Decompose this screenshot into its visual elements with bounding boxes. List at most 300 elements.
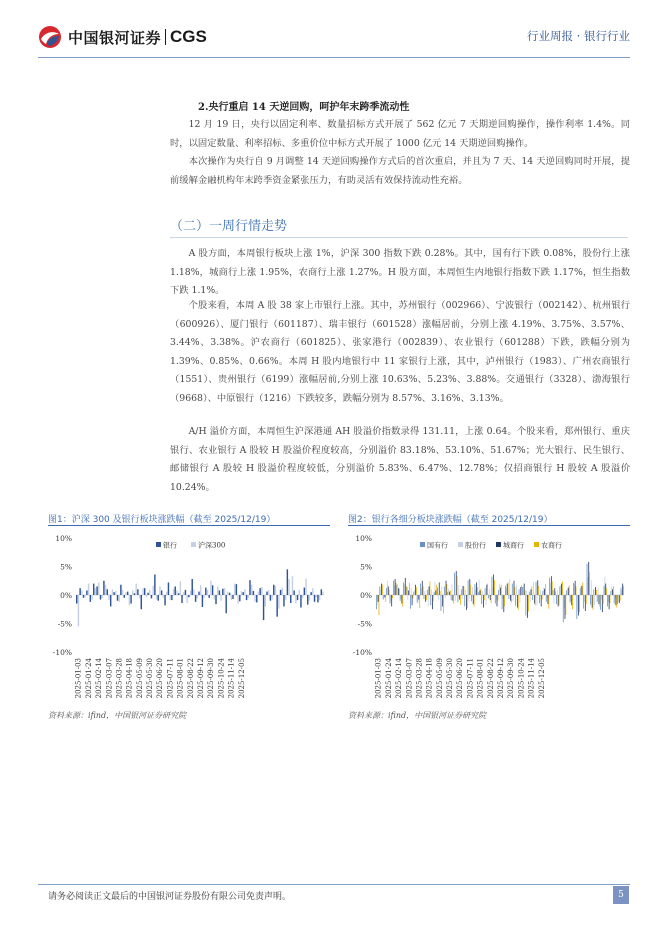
chart2-legend-label: 农商行 [541,541,562,550]
chart1-bar-银行 [185,590,186,595]
chart2-bar-城商行 [486,585,487,595]
chart2-bar-股份行 [587,577,588,595]
chart2-bar-股份行 [601,595,602,600]
header-divider [38,57,630,58]
chart1-bar-沪深300 [142,588,143,595]
chart1-bar-银行 [178,593,179,595]
chart2-bar-城商行 [412,595,413,605]
chart2-bar-农商行 [443,595,444,613]
chart1-bar-银行 [120,585,121,595]
chart1-bar-沪深300 [248,595,249,598]
logo-english-text: CGS [170,27,207,46]
chart2-bar-股份行 [414,590,415,595]
chart1-bar-银行 [222,589,223,595]
chart2-x-tick-label: 2025-02-14 [395,658,404,699]
chart2-bar-农商行 [497,595,498,601]
chart2-bar-农商行 [402,595,403,606]
chart2-bar-农商行 [385,595,386,602]
chart2-bar-农商行 [494,580,495,595]
chart2-bar-国有行 [451,595,452,600]
chart1-bar-沪深300 [156,595,157,600]
chart2-bar-国有行 [576,595,577,619]
chart2-bar-农商行 [514,587,515,595]
chart1-bar-银行 [225,595,226,613]
chart2-bar-股份行 [486,595,487,605]
chart2-bar-国有行 [427,590,428,595]
chart1-y-tick-label: -10% [52,648,72,657]
chart1-x-tick-label: 2025-02-14 [95,658,104,699]
chart2-bar-股份行 [509,579,510,595]
chart2-bar-城商行 [595,587,596,595]
chart2-bar-国有行 [464,595,465,606]
chart2-bar-国有行 [488,595,489,598]
chart1-x-tick-label: 2025-04-18 [125,658,134,699]
chart2-bar-股份行 [387,581,388,595]
chart1-bar-沪深300 [299,590,300,595]
chart1-bar-银行 [161,590,162,595]
chart1-bar-沪深300 [91,595,92,600]
chart1-x-tick-label: 2025-07-11 [166,658,175,699]
chart2-bar-国有行 [522,587,523,595]
chart2-bar-股份行 [435,582,436,595]
chart2-bar-城商行 [401,595,402,604]
chart2-bar-国有行 [403,582,404,595]
chart1-bar-沪深300 [84,595,85,597]
chart1-bar-银行 [249,580,250,595]
figure-1-chart [48,528,332,706]
chart2-bar-国有行 [441,595,442,611]
chart2-bar-城商行 [544,589,545,595]
chart2-bar-国有行 [515,595,516,606]
chart2-bar-城商行 [415,585,416,595]
chart2-bar-城商行 [452,595,453,601]
chart2-bar-股份行 [574,584,575,595]
chart2-bar-城商行 [442,595,443,606]
report-category: 行业周报 · 银行行业 [527,29,630,43]
chart1-bar-沪深300 [241,591,242,595]
chart2-bar-国有行 [492,577,493,595]
chart2-bar-股份行 [404,584,405,595]
chart2-bar-股份行 [550,583,551,595]
chart2-bar-国有行 [495,595,496,604]
chart2-bar-农商行 [596,590,597,595]
chart1-bar-沪深300 [292,576,293,595]
chart2-bar-国有行 [386,588,387,595]
chart2-bar-农商行 [480,589,481,595]
chart2-bar-股份行 [397,584,398,595]
chart2-bar-城商行 [503,595,504,612]
chart2-bar-国有行 [461,589,462,595]
subsection-heading: 2.央行重启 14 天逆回购，呵护年末跨季流动性 [198,102,410,113]
chart1-bar-沪深300 [98,582,99,595]
chart1-bar-银行 [110,595,111,606]
chart2-bar-股份行 [554,595,555,604]
chart1-bar-沪深300 [220,595,221,601]
chart1-bar-沪深300 [268,590,269,595]
chart2-x-tick-label: 2025-05-09 [435,658,444,699]
chart2-bar-股份行 [594,595,595,605]
chart1-x-tick-label: 2025-09-30 [207,658,216,699]
chart2-bar-农商行 [525,590,526,595]
chart2-bar-国有行 [508,595,509,599]
chart2-bar-城商行 [571,595,572,605]
chart2-bar-城商行 [493,574,494,595]
chart2-bar-国有行 [424,595,425,599]
chart1-bar-银行 [100,595,101,600]
chart2-bar-国有行 [570,595,571,602]
chart1-bar-银行 [317,595,318,602]
chart2-bar-城商行 [439,582,440,595]
chart2-bar-城商行 [605,584,606,595]
chart1-bar-沪深300 [176,590,177,595]
chart2-bar-城商行 [446,581,447,595]
chart1-bar-沪深300 [183,592,184,595]
chart1-bar-沪深300 [312,588,313,595]
chart2-bar-股份行 [564,595,565,608]
chart2-bar-国有行 [485,588,486,595]
chart2-bar-股份行 [520,595,521,602]
chart2-bar-农商行 [576,586,577,595]
chart1-bar-银行 [219,590,220,595]
chart2-bar-农商行 [487,584,488,595]
chart2-x-tick-label: 2025-03-28 [415,658,424,699]
chart1-bar-银行 [270,595,271,601]
chart1-bar-银行 [198,592,199,595]
chart2-bar-股份行 [540,590,541,595]
chart2-legend-swatch [458,542,463,547]
chart2-bar-农商行 [450,590,451,595]
chart1-x-tick-label: 2025-10-24 [217,658,226,699]
chart2-bar-城商行 [469,579,470,595]
chart2-bar-农商行 [535,595,536,605]
chart2-bar-股份行 [401,595,402,599]
chart2-bar-股份行 [584,595,585,602]
chart1-bar-银行 [188,595,189,597]
chart2-bar-国有行 [556,595,557,604]
chart2-bar-城商行 [531,589,532,595]
chart2-bar-国有行 [393,581,394,595]
chart2-bar-农商行 [460,595,461,605]
chart2-bar-国有行 [610,591,611,595]
chart2-x-tick-label: 2025-08-22 [486,658,495,699]
chart2-bar-农商行 [467,595,468,608]
chart2-bar-农商行 [491,595,492,603]
chart2-bar-农商行 [589,572,590,595]
chart1-y-tick-label: 10% [55,534,72,543]
chart2-y-tick-label: 0% [360,591,372,600]
chart2-bar-城商行 [517,595,518,608]
chart2-legend-label: 股份行 [465,541,486,550]
chart2-bar-国有行 [604,586,605,595]
chart1-bar-银行 [171,595,172,600]
chart2-x-tick-label: 2025-01-24 [384,658,393,699]
chart2-bar-城商行 [599,595,600,604]
chart2-bar-城商行 [582,586,583,595]
chart2-bar-国有行 [542,591,543,595]
chart2-bar-农商行 [423,586,424,595]
chart2-bar-国有行 [383,595,384,600]
chart1-bar-银行 [280,590,281,595]
chart1-x-tick-label: 2025-01-03 [74,658,83,699]
chart1-bar-沪深300 [207,590,208,595]
chart2-bar-股份行 [482,591,483,595]
chart2-x-tick-label: 2025-01-03 [374,658,383,699]
chart1-bar-沪深300 [190,590,191,595]
chart2-bar-农商行 [436,585,437,595]
chart2-bar-农商行 [463,586,464,595]
chart1-bar-银行 [297,595,298,600]
chart2-x-tick-label: 2025-09-12 [497,658,505,699]
paragraph-individual-stocks: 个股来看，本周 A 股 38 家上市银行上涨。其中，苏州银行（002966）、宁波银行（002142）、杭州银行（600926）、厦门银行（601187）、瑞丰银行（601528）涨幅居前，分别上涨 4.19%、3.75%、3.57%、3.44%、3.38%。沪农商行（601825）、张家港行（002839）、农业银行（601288）下跌，跌幅分别为 1.39%、0.85%、0.66%。本周 H 股内地银行中 11 家银行上涨，其中，泸州银行（1983）、广州农商银行（1551）、贵州银行（6199）涨幅居前,分别上涨 10.63%、5.23%、3.88%。交通银行（3328）、渤海银行（9668）、中原银行（1216）下跌较多，跌幅分别为 8.57%、3.16%、3.13%。 [170,300,630,404]
chart2-bar-股份行 [567,588,568,595]
chart1-bar-沪深300 [278,595,279,609]
chart2-bar-股份行 [506,588,507,595]
chart2-bar-城商行 [609,595,610,609]
chart2-bar-农商行 [572,595,573,609]
chart2-bar-城商行 [592,595,593,608]
chart1-bar-沪深300 [132,590,133,595]
chart1-bar-沪深300 [129,595,130,605]
chart2-bar-农商行 [518,595,519,610]
chart2-bar-国有行 [407,587,408,595]
chart2-bar-国有行 [475,584,476,595]
chart2-bar-城商行 [554,588,555,595]
chart2-bar-国有行 [536,582,537,595]
chart2-bar-农商行 [603,595,604,604]
chart1-bar-银行 [215,595,216,604]
chart2-bar-农商行 [389,590,390,595]
chart1-bar-银行 [175,586,176,595]
chart2-bar-股份行 [438,595,439,600]
chart1-bar-沪深300 [231,595,232,600]
chart2-bar-股份行 [452,584,453,595]
chart2-bar-农商行 [582,582,583,595]
chart1-bar-银行 [141,595,142,609]
chart2-bar-城商行 [551,576,552,595]
chart1-y-tick-label: -5% [57,619,72,629]
chart2-bar-农商行 [528,595,529,612]
chart2-bar-国有行 [379,586,380,595]
chart1-bar-沪深300 [108,595,109,600]
page-number: 5 [613,886,629,904]
chart2-bar-城商行 [463,586,464,595]
chart2-bar-股份行 [516,585,517,595]
chart1-bar-沪深300 [203,595,204,598]
chart1-bar-沪深300 [139,595,140,598]
chart1-bar-银行 [195,595,196,602]
chart1-bar-沪深300 [237,595,238,604]
chart1-x-tick-label: 2025-06-20 [156,658,165,699]
chart1-bar-沪深300 [295,595,296,604]
chart1-bar-沪深300 [285,595,286,600]
chart2-bar-国有行 [566,590,567,595]
chart2-bar-城商行 [395,579,396,595]
chart2-bar-农商行 [433,595,434,601]
chart2-bar-股份行 [537,595,538,605]
chart2-bar-股份行 [608,595,609,602]
paragraph-ah-premium: A/H 溢价方面，本周恒生沪深港通 AH 股溢价指数录得 131.11，上涨 0.64。个股来看，郑州银行、重庆银行、农业银行 A 股较 H 股溢价程度较高，分别溢价 83.18%、53.10%、51.67%；光大银行、民生银行、邮储银行 A 股较 H 股溢价程度较低，分别溢价 5.83%、6.47%、12.78%；仅招商银行 H 股较 A 股溢价 10.24%。 [170,426,630,493]
chart1-x-tick-label: 2025-03-28 [115,658,124,699]
chart2-bar-农商行 [504,595,505,606]
chart1-bar-银行 [266,592,267,595]
chart2-bar-股份行 [591,580,592,595]
chart2-bar-农商行 [470,585,471,595]
chart1-x-tick-label: 2025-08-01 [176,658,185,699]
chart2-x-tick-label: 2025-04-18 [425,658,434,699]
footer-disclaimer: 请务必阅读正文最后的中国银河证券股份有限公司免责声明。 [48,892,292,902]
chart1-bar-沪深300 [258,592,259,595]
chart2-bar-城商行 [432,595,433,609]
chart1-bar-沪深300 [227,592,228,595]
chart2-bar-城商行 [588,562,589,595]
chart2-bar-国有行 [454,573,455,595]
chart1-bar-沪深300 [180,581,181,595]
chart1-bar-沪深300 [115,591,116,595]
chart2-bar-城商行 [425,595,426,602]
logo-chinese-text: 中国银河证券 [68,28,162,47]
chart1-bar-沪深300 [224,588,225,595]
chart1-x-tick-label: 2025-05-09 [135,658,144,699]
chart2-bar-城商行 [398,588,399,595]
chart1-bar-银行 [314,595,315,602]
chart1-bar-银行 [310,592,311,595]
chart2-bar-农商行 [531,586,532,595]
chart1-legend-label: 沪深300 [198,541,226,550]
chart2-bar-股份行 [496,595,497,600]
chart2-bar-股份行 [380,589,381,595]
chart2-bar-国有行 [532,595,533,600]
chart1-bar-沪深300 [81,590,82,595]
chart2-bar-股份行 [615,595,616,598]
chart2-bar-股份行 [547,595,548,599]
chart2-bar-城商行 [619,595,620,603]
chart2-legend-swatch [534,542,539,547]
chart2-bar-城商行 [524,584,525,595]
chart1-bar-银行 [79,588,80,595]
chart1-bar-沪深300 [275,586,276,595]
chart1-bar-银行 [307,595,308,605]
chart2-bar-股份行 [441,586,442,595]
chart2-bar-国有行 [617,595,618,604]
chart1-bar-沪深300 [112,589,113,595]
chart2-bar-农商行 [379,595,380,615]
chart2-bar-股份行 [611,586,612,595]
chart2-bar-城商行 [602,595,603,612]
chart2-bar-农商行 [501,585,502,595]
chart2-bar-国有行 [417,595,418,602]
chart1-bar-沪深300 [217,586,218,595]
chart2-bar-农商行 [382,585,383,595]
figure-1-rule [48,525,330,526]
chart2-bar-城商行 [388,586,389,595]
chart1-bar-沪深300 [265,595,266,606]
chart2-y-tick-label: 5% [360,562,372,572]
chart2-bar-股份行 [557,590,558,595]
chart2-bar-城商行 [585,595,586,611]
chart1-bar-银行 [273,585,274,595]
chart2-bar-股份行 [428,595,429,606]
chart2-bar-城商行 [507,584,508,595]
chart2-bar-国有行 [621,588,622,595]
chart2-bar-城商行 [514,581,515,595]
chart2-bar-股份行 [621,590,622,595]
chart2-x-tick-label: 2025-10-24 [517,658,526,699]
chart2-bar-股份行 [421,588,422,595]
chart1-bar-沪深300 [105,585,106,595]
chart2-bar-股份行 [462,595,463,599]
chart1-bar-银行 [147,593,148,595]
chart1-bar-银行 [263,595,264,620]
chart2-y-tick-label: -5% [357,619,372,629]
chart1-bar-沪深300 [309,595,310,601]
chart2-bar-城商行 [476,582,477,595]
chart2-bar-国有行 [614,595,615,604]
chart1-bar-沪深300 [152,586,153,595]
chart1-bar-沪深300 [316,595,317,597]
chart2-bar-城商行 [558,595,559,606]
chart2-bar-农商行 [538,586,539,595]
chart1-legend-swatch [191,542,196,547]
chart2-bar-股份行 [475,589,476,595]
chart2-x-tick-label: 2025-11-14 [527,658,536,699]
chart2-bar-国有行 [444,586,445,595]
chart2-bar-农商行 [559,595,560,605]
chart2-bar-国有行 [390,595,391,604]
chart1-bar-银行 [134,593,135,595]
chart2-bar-国有行 [593,589,594,595]
chart2-y-tick-label: 10% [355,534,372,543]
chart1-bar-银行 [103,581,104,595]
chart2-bar-农商行 [406,586,407,595]
figure-2-title: 图2：银行各细分板块涨跌幅（截至 2025/12/19） [348,515,553,525]
chart1-y-tick-label: 0% [60,591,72,600]
chart2-bar-城商行 [578,595,579,616]
chart2-y-tick-label: -10% [352,648,372,657]
chart2-legend-swatch [496,542,501,547]
chart1-bar-银行 [107,589,108,595]
chart1-bar-银行 [168,582,169,595]
chart2-bar-农商行 [548,595,549,609]
chart2-bar-国有行 [458,595,459,602]
chart1-bar-银行 [192,579,193,595]
chart1-bar-沪深300 [159,586,160,595]
chart2-bar-股份行 [465,590,466,595]
chart1-bar-银行 [304,588,305,595]
chart1-bar-沪深300 [244,589,245,595]
section-title: （二）一周行情走势 [170,219,288,234]
chart1-bar-银行 [256,595,257,602]
chart2-bar-城商行 [616,595,617,605]
chart1-bar-银行 [96,586,97,595]
chart2-bar-国有行 [400,595,401,601]
chart2-bar-国有行 [539,595,540,603]
chart2-bar-股份行 [577,595,578,610]
chart2-legend-label: 城商行 [503,541,524,550]
chart2-bar-城商行 [435,590,436,595]
chart2-bar-城商行 [418,595,419,600]
chart1-bar-银行 [127,592,128,595]
chart1-bar-银行 [246,595,247,600]
chart2-bar-农商行 [610,595,611,603]
chart2-bar-国有行 [498,590,499,595]
chart1-bar-沪深300 [125,592,126,595]
chart1-bar-沪深300 [186,595,187,603]
chart2-x-tick-label: 2025-09-30 [507,658,516,699]
chart2-bar-国有行 [580,588,581,595]
chart2-bar-国有行 [396,585,397,595]
chart1-bar-沪深300 [200,585,201,595]
chart2-bar-国有行 [502,595,503,609]
